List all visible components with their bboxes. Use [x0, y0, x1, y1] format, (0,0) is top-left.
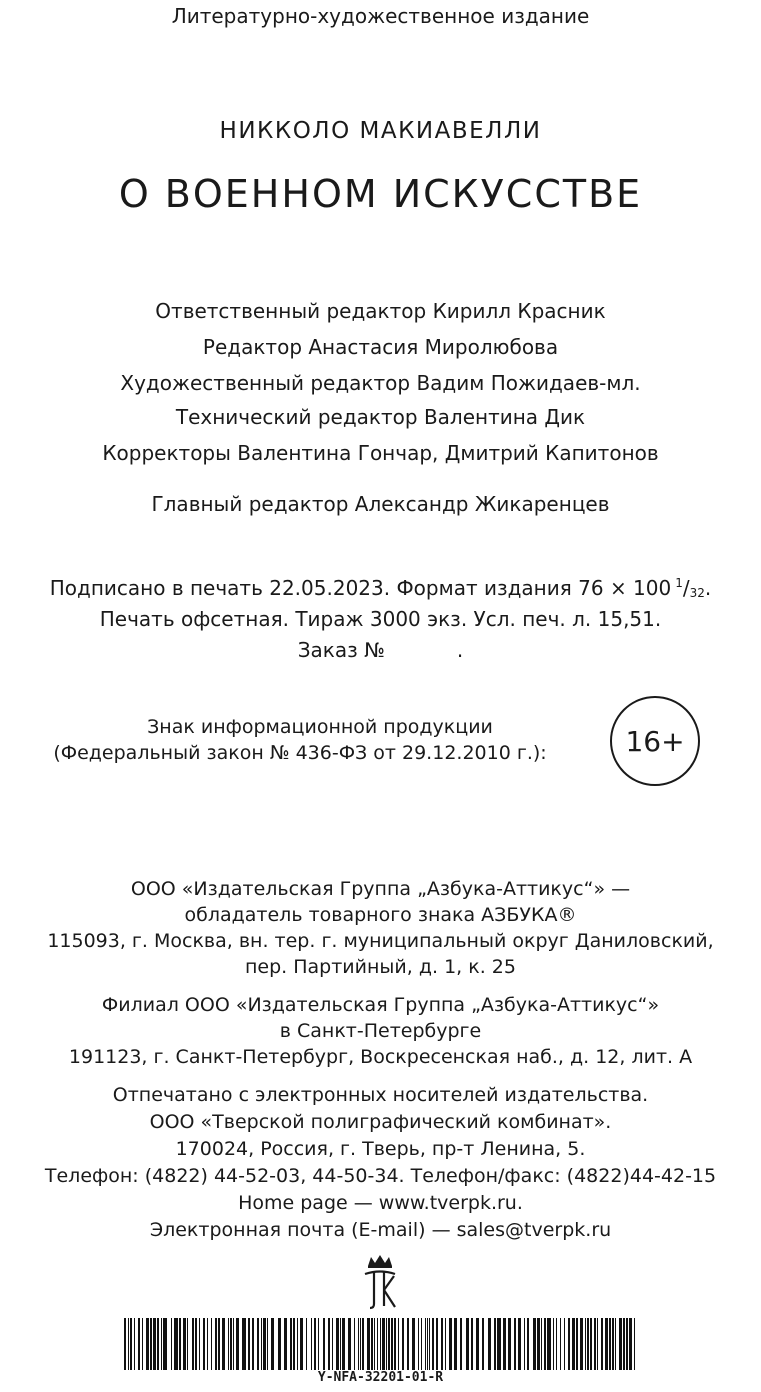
barcode-bar [377, 1318, 378, 1370]
barcode-bar [482, 1318, 484, 1370]
barcode-bar [449, 1318, 452, 1370]
barcode-bar [386, 1318, 387, 1370]
barcode-bar [626, 1318, 628, 1370]
barcode-bar [174, 1318, 178, 1370]
barcode-bar [629, 1318, 632, 1370]
format-denominator: 32 [689, 586, 705, 600]
printer-line: Home page — www.tverpk.ru. [238, 1192, 523, 1214]
barcode-bar [290, 1318, 292, 1370]
barcode-bar [314, 1318, 316, 1370]
barcode-bar [179, 1318, 181, 1370]
publisher-line: пер. Партийный, д. 1, к. 25 [245, 956, 516, 978]
barcode-bar [466, 1318, 469, 1370]
barcode-bar [124, 1318, 126, 1370]
print-info-line2: Печать офсетная. Тираж 3000 экз. Усл. печ. л. 15,51. [99, 607, 662, 631]
barcode-bar [358, 1318, 359, 1370]
barcode-bar [432, 1318, 434, 1370]
barcode-bar [150, 1318, 152, 1370]
barcode-bar [460, 1318, 462, 1370]
barcode-bar [514, 1318, 516, 1370]
age-sign-label: Знак информационной продукции [147, 716, 493, 738]
barcode-bar [407, 1318, 409, 1370]
barcode-bar [328, 1318, 330, 1370]
barcode-bar [425, 1318, 426, 1370]
barcode-bar [388, 1318, 390, 1370]
barcode-bar [367, 1318, 370, 1370]
barcode-icon [124, 1318, 636, 1370]
barcode-bar [228, 1318, 229, 1370]
barcode-bar [293, 1318, 295, 1370]
age-sign-law: (Федеральный закон № 436-ФЗ от 29.12.2010 г.): [53, 742, 547, 764]
printer-line: ООО «Тверской полиграфический комбинат». [149, 1111, 612, 1133]
barcode-bar [374, 1318, 375, 1370]
barcode-bar [300, 1318, 303, 1370]
barcode-bar [412, 1318, 415, 1370]
barcode-bar [402, 1318, 404, 1370]
credit-line: Ответственный редактор Кирилл Красник [155, 299, 606, 323]
order-label: Заказ № [297, 638, 385, 662]
barcode-bar [623, 1318, 625, 1370]
barcode-bar [360, 1318, 361, 1370]
barcode-bar [278, 1318, 281, 1370]
barcode-bar [271, 1318, 274, 1370]
barcode-bar [518, 1318, 521, 1370]
barcode-bar [508, 1318, 511, 1370]
barcode-bar [601, 1318, 603, 1370]
barcode-bar [564, 1318, 565, 1370]
barcode-bar [261, 1318, 262, 1370]
barcode-bar [585, 1318, 586, 1370]
barcode-bar [429, 1318, 430, 1370]
barcode-bar [153, 1318, 156, 1370]
barcode-bar [211, 1318, 212, 1370]
barcode-bar [130, 1318, 132, 1370]
barcode-bar [348, 1318, 351, 1370]
barcode-bar [263, 1318, 266, 1370]
barcode-bar [576, 1318, 578, 1370]
edition-genre: Литературно-художественное издание [171, 4, 590, 28]
barcode-bar [524, 1318, 525, 1370]
barcode-bar [236, 1318, 239, 1370]
barcode-bar [441, 1318, 443, 1370]
barcode-bar [354, 1318, 355, 1370]
barcode-bar [590, 1318, 592, 1370]
barcode-bar [572, 1318, 575, 1370]
book-author: НИККОЛО МАКИАВЕЛЛИ [219, 118, 542, 144]
barcode-bar [252, 1318, 254, 1370]
format-numerator: 1 [675, 576, 683, 590]
barcode-bar [146, 1318, 149, 1370]
barcode-bar [597, 1318, 598, 1370]
publisher-line: 115093, г. Москва, вн. тер. г. муниципальный округ Даниловский, [47, 930, 714, 952]
barcode-bar [503, 1318, 506, 1370]
barcode-bar [382, 1318, 385, 1370]
barcode-bar [195, 1318, 197, 1370]
age-rating-badge: 16+ [610, 696, 700, 786]
barcode-bar [445, 1318, 446, 1370]
barcode-bar [362, 1318, 364, 1370]
barcode-bar [547, 1318, 551, 1370]
order-line [0, 638, 761, 662]
barcode-bar [398, 1318, 399, 1370]
barcode-bar [218, 1318, 220, 1370]
crown-monogram-icon [362, 1254, 398, 1310]
barcode-bar [471, 1318, 473, 1370]
barcode-bar [163, 1318, 167, 1370]
barcode-bar [134, 1318, 135, 1370]
barcode-bar [157, 1318, 159, 1370]
order-dot: . [456, 638, 464, 662]
barcode-bar [497, 1318, 501, 1370]
barcode-bar [568, 1318, 570, 1370]
print-info-line1 [0, 576, 761, 600]
publisher-line: ООО «Издательская Группа „Азбука-Аттикус“» — [130, 878, 631, 900]
credit-line: Художественный редактор Вадим Пожидаев-мл. [120, 371, 641, 395]
barcode-code: Y-NFA-32201-01-R [317, 1370, 444, 1385]
barcode-bar [421, 1318, 422, 1370]
barcode-bar [427, 1318, 428, 1370]
chief-editor: Главный редактор Александр Жикаренцев [151, 492, 610, 516]
barcode-bar [128, 1318, 129, 1370]
barcode-bar [187, 1318, 188, 1370]
barcode-bar [619, 1318, 622, 1370]
barcode-bar [297, 1318, 298, 1370]
publisher-line: обладатель товарного знака АЗБУКА® [184, 904, 577, 926]
branch-line: в Санкт-Петербурге [279, 1020, 482, 1042]
print-info-dot: . [704, 576, 712, 600]
barcode-bar [233, 1318, 234, 1370]
barcode-bar [615, 1318, 616, 1370]
printer-line: Телефон: (4822) 44-52-03, 44-50-34. Телефон/факс: (4822)44-42-15 [44, 1165, 717, 1187]
barcode-bar [284, 1318, 287, 1370]
barcode-bar [556, 1318, 557, 1370]
barcode-bar [494, 1318, 496, 1370]
barcode-bar [488, 1318, 491, 1370]
book-title: О ВОЕННОМ ИСКУССТВЕ [118, 172, 643, 216]
barcode-bar [541, 1318, 542, 1370]
printer-line: 170024, Россия, г. Тверь, пр-т Ленина, 5. [175, 1138, 586, 1160]
barcode-bar [340, 1318, 341, 1370]
print-date-format: Подписано в печать 22.05.2023. Формат издания 76 × 100 [49, 576, 672, 600]
barcode-bar [560, 1318, 561, 1370]
barcode-bar [248, 1318, 250, 1370]
printer-line: Электронная почта (E-mail) — sales@tverpk.ru [149, 1219, 612, 1241]
barcode-bar [342, 1318, 345, 1370]
barcode-bar [380, 1318, 381, 1370]
barcode-bar [161, 1318, 162, 1370]
barcode-bar [332, 1318, 333, 1370]
barcode-bar [142, 1318, 143, 1370]
barcode-bar [215, 1318, 217, 1370]
barcode-bar [612, 1318, 614, 1370]
barcode-bar [207, 1318, 208, 1370]
barcode-bar [609, 1318, 611, 1370]
barcode-bar [199, 1318, 200, 1370]
barcode-bar [171, 1318, 172, 1370]
barcode-bar [311, 1318, 312, 1370]
barcode-bar [544, 1318, 546, 1370]
barcode-bar [336, 1318, 339, 1370]
barcode-bar [183, 1318, 186, 1370]
barcode-bar [594, 1318, 596, 1370]
barcode-bar [230, 1318, 232, 1370]
barcode-bar [527, 1318, 529, 1370]
printer-line: Отпечатано с электронных носителей издательства. [112, 1084, 649, 1106]
barcode-bar [306, 1318, 307, 1370]
barcode-bar [436, 1318, 438, 1370]
barcode-bar [391, 1318, 393, 1370]
barcode-bar [553, 1318, 554, 1370]
barcode-bar [634, 1318, 635, 1370]
barcode-bar [267, 1318, 268, 1370]
barcode-bar [454, 1318, 457, 1370]
credit-line: Технический редактор Валентина Дик [175, 405, 586, 429]
barcode-bar [537, 1318, 540, 1370]
barcode-bar [138, 1318, 140, 1370]
branch-line: 191123, г. Санкт-Петербург, Воскресенская наб., д. 12, лит. А [68, 1046, 693, 1068]
barcode-bar [605, 1318, 608, 1370]
branch-line: Филиал ООО «Издательская Группа „Азбука-Аттикус“» [101, 994, 660, 1016]
barcode-bar [533, 1318, 536, 1370]
format-fraction: $^1$/32 [675, 576, 705, 600]
barcode-bar [323, 1318, 325, 1370]
credit-line: Редактор Анастасия Миролюбова [202, 335, 559, 359]
credit-line: Корректоры Валентина Гончар, Дмитрий Капитонов [102, 441, 659, 465]
barcode-bar [222, 1318, 225, 1370]
barcode-bar [587, 1318, 589, 1370]
barcode-bar [242, 1318, 246, 1370]
barcode-bar [580, 1318, 583, 1370]
barcode-bar [203, 1318, 205, 1370]
barcode-bar [394, 1318, 396, 1370]
barcode-bar [318, 1318, 319, 1370]
barcode-bar [257, 1318, 259, 1370]
barcode-bar [192, 1318, 194, 1370]
barcode-bar [371, 1318, 373, 1370]
barcode-bar [418, 1318, 419, 1370]
barcode-bar [476, 1318, 479, 1370]
